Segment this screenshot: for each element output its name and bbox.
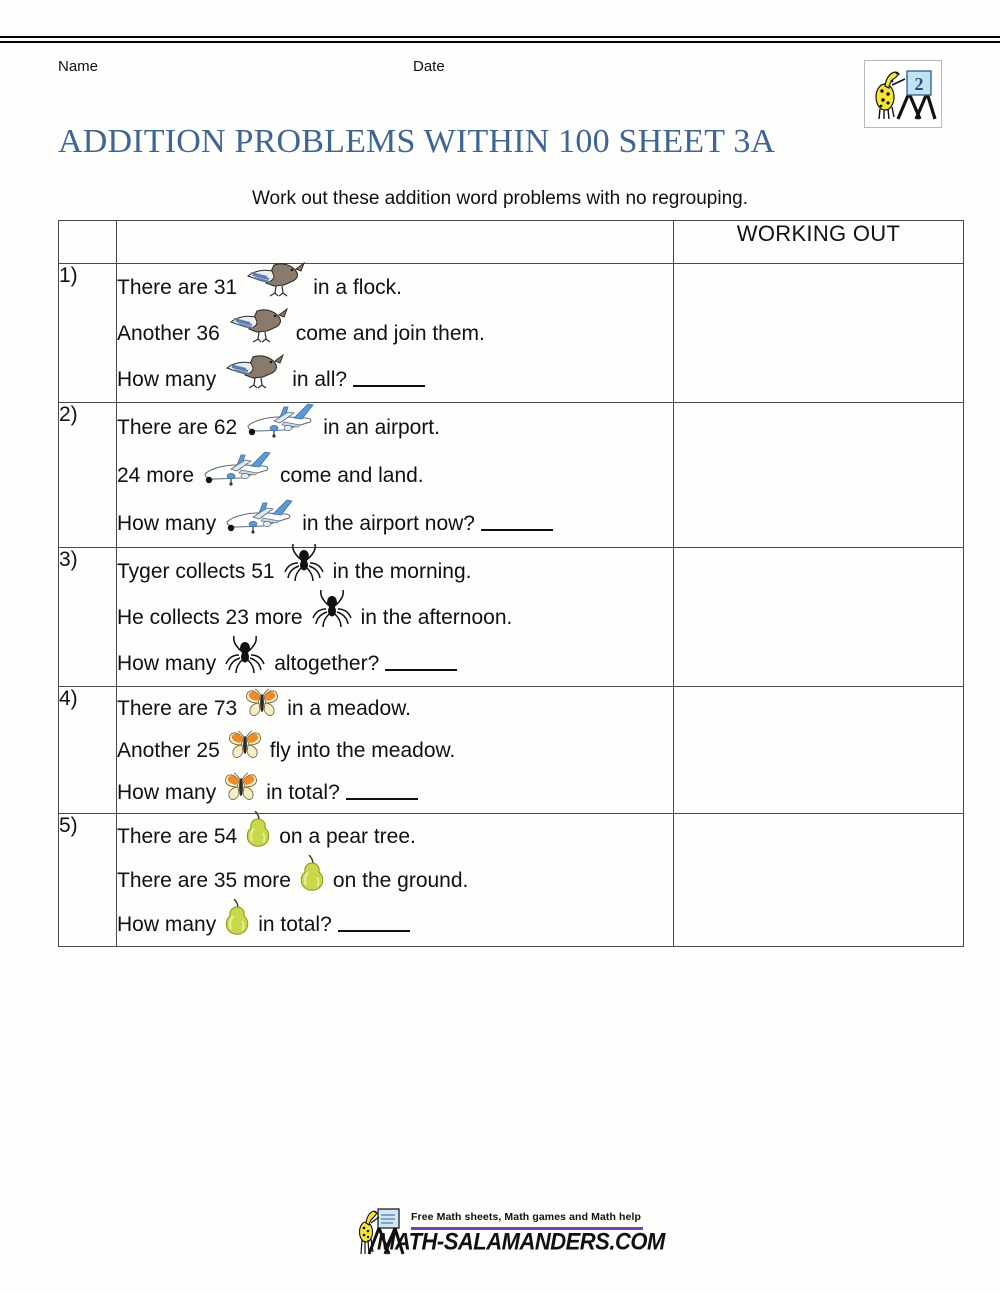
table-row: [59, 814, 964, 947]
problem-number-cell: 3): [59, 548, 117, 687]
airplane-icon: [244, 402, 316, 442]
problem-line-prefix: Another 25: [117, 738, 220, 762]
butterfly-icon: [223, 772, 259, 804]
bird-icon: [223, 351, 285, 393]
problem-line-prefix: Another 36: [117, 321, 220, 345]
date-label: Date: [413, 58, 445, 75]
problem-line-suffix: on a pear tree.: [279, 824, 416, 848]
working-out-cell[interactable]: [674, 814, 964, 947]
footer-tagline: Free Math sheets, Math games and Math help: [411, 1211, 641, 1223]
problem-line-suffix: in the morning.: [332, 559, 472, 583]
butterfly-icon: [227, 730, 263, 762]
problem-line-prefix: There are 73: [117, 696, 238, 720]
table-row: [59, 403, 964, 548]
problem-line-suffix: come and join them.: [295, 321, 485, 345]
problem-line: [117, 858, 673, 902]
problem-line: [117, 902, 673, 946]
working-out-cell[interactable]: [674, 264, 964, 403]
table-row: [59, 264, 964, 403]
table-row: [59, 687, 964, 814]
problem-line: [117, 310, 673, 356]
pear-icon: [298, 855, 326, 893]
problem-line-prefix: There are 62: [117, 415, 238, 439]
problem-line: [117, 356, 673, 402]
problem-line: [117, 403, 673, 451]
table-header-row: [59, 221, 964, 264]
math-salamanders-logo: [864, 60, 942, 128]
problem-line: [117, 771, 673, 813]
problem-line: [117, 729, 673, 771]
airplane-icon: [201, 450, 273, 490]
answer-blank[interactable]: [338, 916, 410, 932]
problem-line-prefix: How many: [117, 367, 217, 391]
header-problem-cell: [117, 221, 674, 264]
problem-line-prefix: How many: [117, 651, 217, 675]
problem-line-suffix: in a meadow.: [287, 696, 411, 720]
problem-line: [117, 594, 673, 640]
giraffe-logo-icon: [865, 61, 941, 127]
working-out-cell[interactable]: [674, 403, 964, 548]
pear-icon: [223, 899, 251, 937]
answer-blank[interactable]: [385, 655, 457, 671]
problem-text-cell: [117, 687, 674, 814]
header-working-out-cell: WORKING OUT: [674, 221, 964, 264]
problem-line-prefix: How many: [117, 511, 217, 535]
answer-blank[interactable]: [353, 371, 425, 387]
problem-line: [117, 264, 673, 310]
problem-line-prefix: Tyger collects 51: [117, 559, 275, 583]
problem-line-suffix: in total?: [266, 780, 340, 804]
problem-line-suffix: in the airport now?: [302, 511, 475, 535]
problem-line-suffix: in a flock.: [313, 275, 402, 299]
page-footer: [0, 1206, 1000, 1266]
spider-icon: [310, 589, 354, 631]
problem-line-suffix: altogether?: [274, 651, 380, 675]
pear-icon: [244, 811, 272, 849]
spider-icon: [223, 635, 267, 677]
problem-number-cell: 2): [59, 403, 117, 548]
answer-blank[interactable]: [346, 784, 418, 800]
problem-line-prefix: How many: [117, 780, 217, 804]
spider-icon: [282, 543, 326, 585]
problem-line-suffix: on the ground.: [332, 868, 469, 892]
footer-url: MATH-SALAMANDERS.COM: [377, 1228, 665, 1255]
problem-line-prefix: There are 31: [117, 275, 238, 299]
problem-line-suffix: in an airport.: [323, 415, 440, 439]
problem-line: [117, 814, 673, 858]
working-out-cell[interactable]: [674, 548, 964, 687]
bird-icon: [227, 305, 289, 347]
working-out-cell[interactable]: [674, 687, 964, 814]
problem-line-prefix: There are 35 more: [117, 868, 291, 892]
problem-line-suffix: in total?: [258, 912, 332, 936]
bird-icon: [244, 259, 306, 301]
problem-line-suffix: come and land.: [280, 463, 424, 487]
problem-line-suffix: in all?: [292, 367, 348, 391]
problem-line: [117, 687, 673, 729]
problem-text-cell: [117, 548, 674, 687]
problem-line-suffix: in the afternoon.: [360, 605, 513, 629]
svg-text:2: 2: [914, 74, 924, 94]
page-top-rule: [0, 36, 1000, 43]
problem-line-prefix: There are 54: [117, 824, 238, 848]
problem-number-cell: 5): [59, 814, 117, 947]
problem-line-suffix: fly into the meadow.: [269, 738, 456, 762]
problem-text-cell: [117, 814, 674, 947]
name-label: Name: [58, 58, 99, 75]
problem-text-cell: [117, 403, 674, 548]
worksheet-table: [58, 220, 964, 947]
problem-line-prefix: 24 more: [117, 463, 195, 487]
problem-number-cell: 4): [59, 687, 117, 814]
problem-line-prefix: How many: [117, 912, 217, 936]
page-subtitle: Work out these addition word problems with no regrouping.: [251, 188, 749, 209]
problem-line: [117, 499, 673, 547]
header-number-cell: [59, 221, 117, 264]
problem-line: [117, 548, 673, 594]
airplane-icon: [223, 498, 295, 538]
answer-blank[interactable]: [481, 515, 553, 531]
problem-line: [117, 640, 673, 686]
table-row: [59, 548, 964, 687]
problem-line-prefix: He collects 23 more: [117, 605, 303, 629]
table-body: [59, 264, 964, 947]
student-header: [0, 58, 1000, 82]
problem-text-cell: [117, 264, 674, 403]
butterfly-icon: [244, 688, 280, 720]
problem-number-cell: 1): [59, 264, 117, 403]
page-title: ADDITION PROBLEMS WITHIN 100 SHEET 3A: [58, 123, 776, 160]
problem-line: [117, 451, 673, 499]
